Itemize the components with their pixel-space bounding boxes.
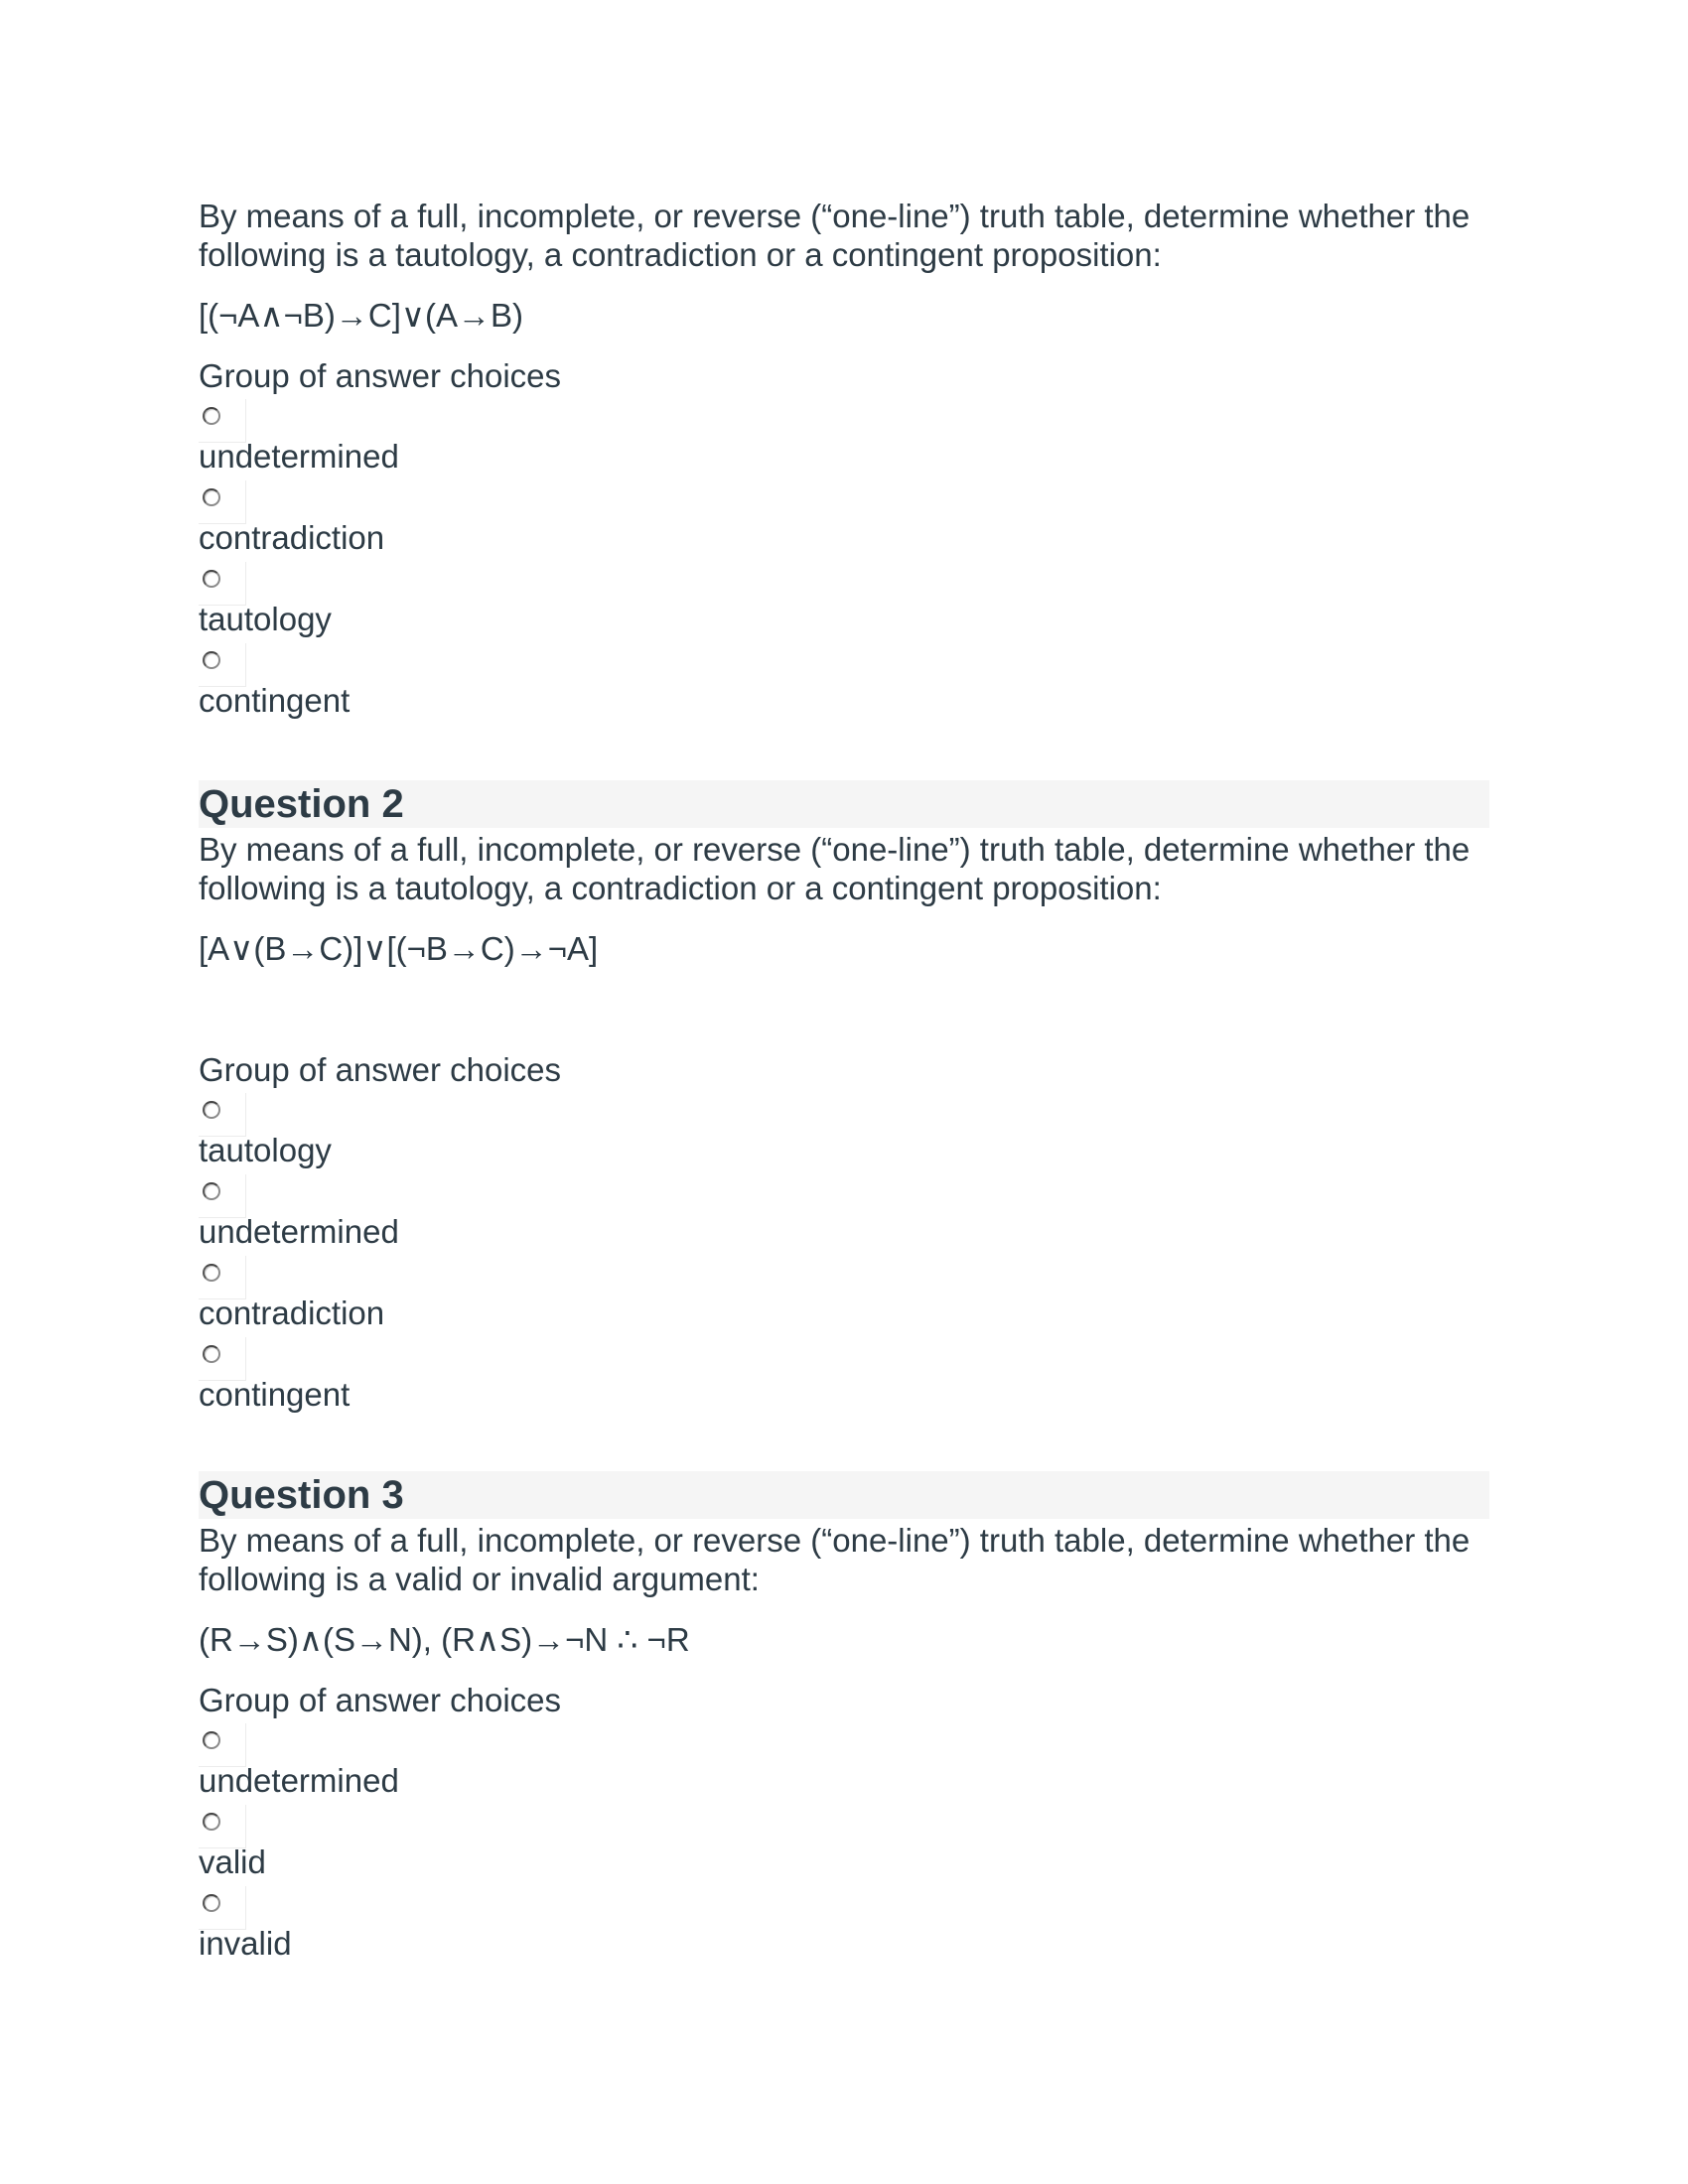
choice-label: contradiction (199, 519, 385, 556)
answer-choices (199, 1719, 1489, 1964)
radio-button[interactable] (203, 570, 220, 588)
question-formula: [A∨(B→C)]∨[(¬B→C)→¬A] (199, 930, 599, 967)
choice-label: contingent (199, 1376, 351, 1413)
answer-choice[interactable] (199, 639, 1489, 721)
question-3 (199, 1471, 1489, 1964)
answer-choice[interactable] (199, 1882, 1489, 1964)
question-1 (199, 197, 1489, 721)
answer-choice[interactable] (199, 1089, 1489, 1170)
answer-group-label: Group of answer choices (199, 1682, 562, 1718)
radio-button[interactable] (203, 1345, 220, 1363)
radio-button[interactable] (203, 407, 220, 425)
answer-choice[interactable] (199, 1170, 1489, 1252)
choice-label: contradiction (199, 1295, 385, 1331)
answer-choice[interactable] (199, 1719, 1489, 1801)
choice-label: undetermined (199, 438, 399, 475)
answer-choices (199, 1089, 1489, 1415)
choice-label: invalid (199, 1925, 292, 1962)
question-title: Question 3 (199, 1473, 404, 1517)
question-formula: (R→S)∧(S→N), (R∧S)→¬N ∴ ¬R (199, 1621, 690, 1658)
question-prompt: By means of a full, incomplete, or reverse (“one-line”) truth table, determine whether the following is a valid or invalid argument: (199, 1522, 1471, 1597)
choice-label: tautology (199, 1132, 332, 1168)
choice-label: tautology (199, 601, 332, 637)
radio-button[interactable] (203, 651, 220, 669)
question-prompt: By means of a full, incomplete, or reverse (“one-line”) truth table, determine whether the following is a tautology, a contradiction or a contingent proposition: (199, 831, 1471, 906)
question-header (199, 780, 1489, 828)
answer-choice[interactable] (199, 1801, 1489, 1882)
radio-button[interactable] (203, 1264, 220, 1282)
answer-choice[interactable] (199, 1333, 1489, 1415)
choice-label: contingent (199, 682, 351, 719)
question-2 (199, 780, 1489, 1415)
radio-button[interactable] (203, 1182, 220, 1200)
answer-group-label: Group of answer choices (199, 357, 562, 394)
radio-button[interactable] (203, 1101, 220, 1119)
question-title: Question 2 (199, 782, 404, 826)
radio-button[interactable] (203, 1813, 220, 1831)
answer-choices (199, 395, 1489, 721)
answer-choice[interactable] (199, 395, 1489, 477)
question-formula: [(¬A∧¬B)→C]∨(A→B) (199, 297, 524, 334)
answer-choice[interactable] (199, 477, 1489, 558)
choice-label: valid (199, 1843, 266, 1880)
answer-choice[interactable] (199, 1252, 1489, 1333)
radio-button[interactable] (203, 1894, 220, 1912)
answer-choice[interactable] (199, 558, 1489, 639)
radio-button[interactable] (203, 1731, 220, 1749)
radio-button[interactable] (203, 488, 220, 506)
answer-group-label: Group of answer choices (199, 1051, 562, 1088)
choice-label: undetermined (199, 1213, 399, 1250)
question-prompt: By means of a full, incomplete, or reverse (“one-line”) truth table, determine whether the following is a tautology, a contradiction or a contingent proposition: (199, 198, 1471, 273)
choice-label: undetermined (199, 1762, 399, 1799)
question-header (199, 1471, 1489, 1519)
